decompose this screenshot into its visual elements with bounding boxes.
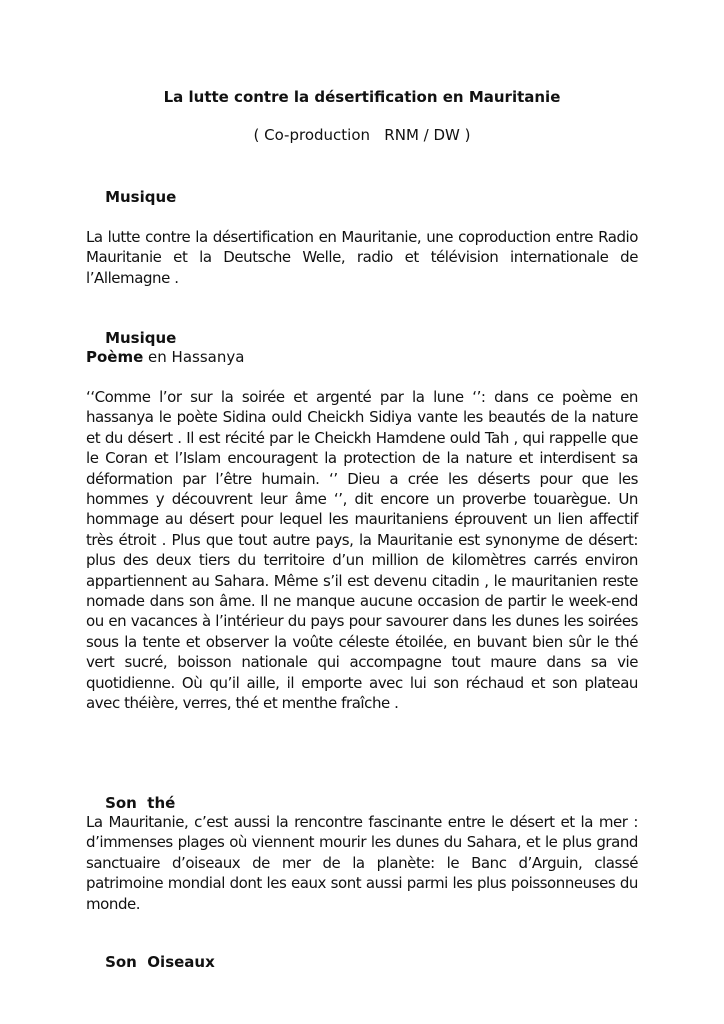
poeme-heading-bold: Poème [86,348,144,366]
poeme-heading-rest: en Hassanya [143,348,245,366]
heading-son-the-text: Son thé [105,794,176,812]
heading-musique-2-text: Musique [105,329,177,347]
poeme-paragraph: ‘‘Comme l’or sur la soirée et argenté par la lune ‘’: dans ce poème en hassanya le poète Sidina ould Cheickh Sidiya vante les beautés de la nature et du désert . Il est récité par le Cheickh Hamdene ould Tah , qui rappelle que le Coran et l’Islam encouragent la protection de la nature et interdisent sa déformation par l’être humain. ‘’ Dieu a crée les déserts pour que les hommes y découvrent leur âme ‘’, dit encore un proverbe touarègue. Un hommage au désert pour lequel les mauritaniens éprouvent un lien affectif très étroit . Plus que tout autre pays, la Mauritanie est synonyme de désert: plus des deux tiers du territoire d’un million de kilomètres carrés environ appartiennent au Sahara. Même s’il est devenu citadin , le mauritanien reste nomade dans son âme. Il ne manque aucune occasion de partir le week-end ou en vacances à l’intérieur du pays pour savourer dans les dunes les soirées sous la tente et observer la voûte céleste étoilée, en buvant bien sûr le thé vert sucré, boisson nationale qui accompagne tout maure dans sa vie quotidienne. Où qu’il aille, il emporte avec lui son réchaud et son plateau avec théière, verres, thé et menthe fraîche . [86,388,638,713]
document-subtitle: ( Co-production RNM / DW ) [253,126,471,144]
poeme-heading [86,347,244,367]
intro-paragraph: La lutte contre la désertification en Mauritanie, une coproduction entre Radio Mauritanie et la Deutsche Welle, radio et télévision internationale de l’Allemagne . [86,228,638,287]
heading-musique-1 [86,167,176,227]
heading-musique-1-text: Musique [105,188,177,206]
mer-paragraph: La Mauritanie, c’est aussi la rencontre fascinante entre le désert et la mer : d’immenses plages où viennent mourir les dunes du Sahara, et le plus grand sanctuaire d’oiseaux de mer de la planète: le Banc d’Arguin, classé patrimoine mondial dont les eaux sont aussi parmi les plus poissonneuses du monde. [86,813,638,913]
document-title: La lutte contre la désertification en Mauritanie [163,88,561,106]
heading-son-oiseaux-text: Son Oiseaux [105,953,215,971]
heading-son-oiseaux [86,932,215,992]
